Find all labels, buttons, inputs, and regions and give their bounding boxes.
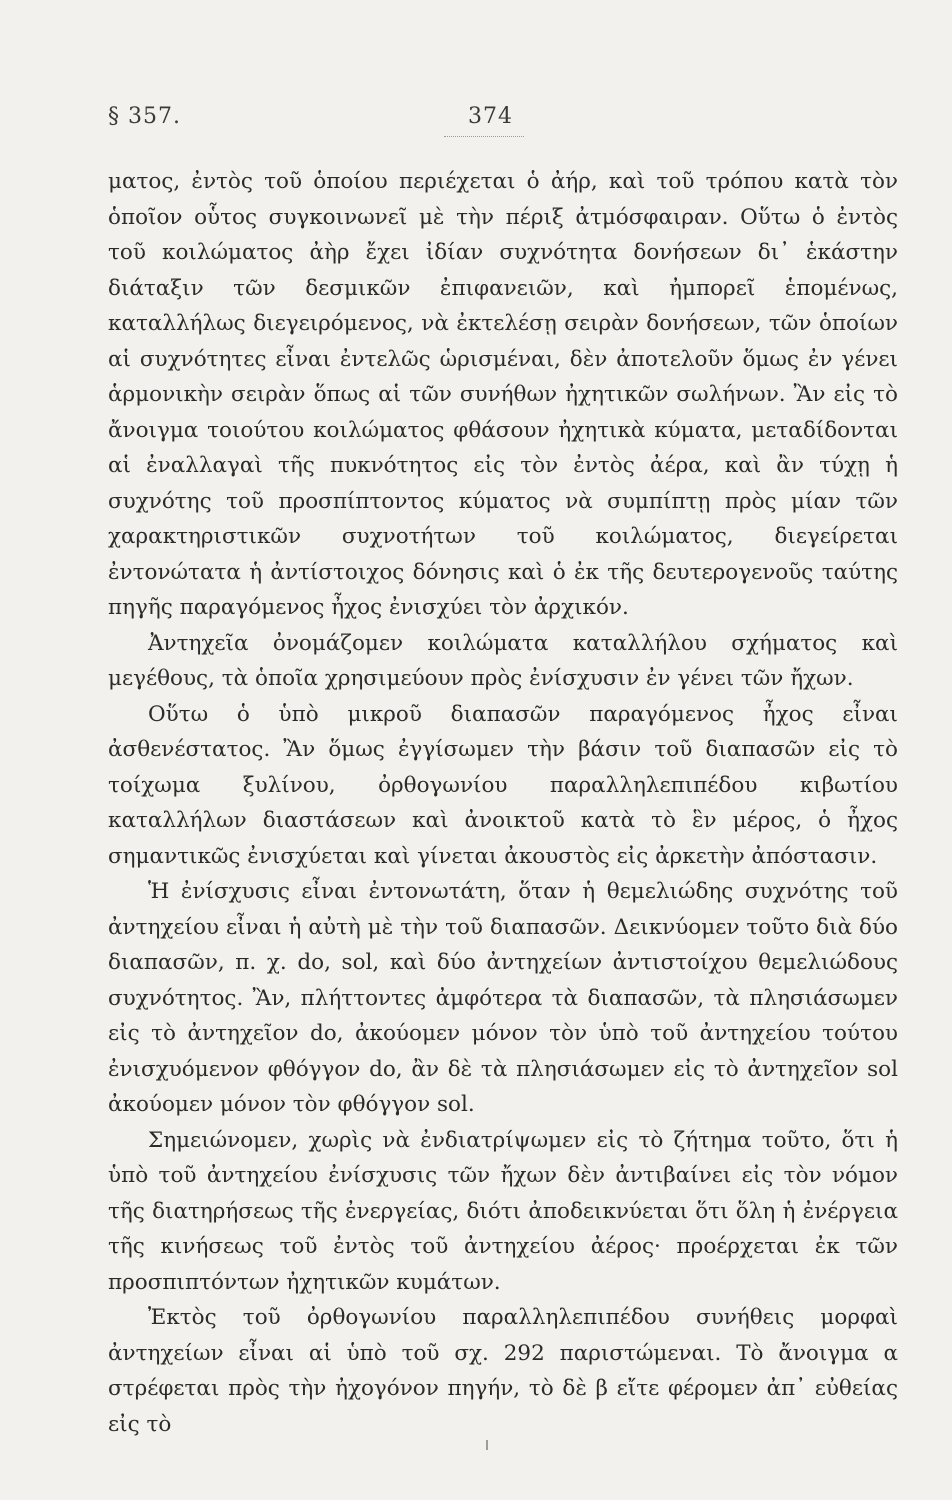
paragraph-energy: Σημειώνομεν, χωρὶς νὰ ἐνδιατρίψωμεν εἰς τὸ ζήτημα τοῦτο, ὅτι ἡ ὑπὸ τοῦ ἀντηχείου ἐνίσχυσις τῶν ἤχων δὲν ἀντιβαίνει εἰς τὸν νόμον τῆς διατηρήσεως τῆς ἐνεργείας, διότι ἀποδεικνύεται ὅτι ὅλη ἡ ἐνέργεια τῆς κινήσεως τοῦ ἐντὸς τοῦ ἀντηχείου ἀέρος· προέρχεται ἐκ τῶν προσπιπτόντων ἠχητικῶν κυμάτων. <box>108 1127 898 1295</box>
paragraph-resonance: Ἡ ἐνίσχυσις εἶναι ἐντονωτάτη, ὅταν ἡ θεμελιώδης συχνότης τοῦ ἀντηχείου εἶναι ἡ αὐτὴ μὲ τὴν τοῦ διαπασῶν. Δεικνύομεν τοῦτο διὰ δύο διαπασῶν, π. χ. do, sol, καὶ δύο ἀντηχείων ἀντιστοίχου θεμελιώδους συχνότητος. Ἂν, πλήττοντες ἀμφότερα τὰ διαπασῶν, τὰ πλησιάσωμεν εἰς τὸ ἀντηχεῖον do, ἀκούομεν μόνον τὸν ὑπὸ τοῦ ἀντηχείου τούτου ἐνισχυόμενον φθόγγον do, ἂν δὲ τὰ πλησιάσωμεν εἰς τὸ ἀντηχεῖον sol ἀκούομεν μόνον τὸν φθόγγον sol. <box>108 879 898 1117</box>
stray-mark <box>486 1440 488 1450</box>
paragraph-example: Οὕτω ὁ ὑπὸ μικροῦ διαπασῶν παραγόμενος ἦχος εἶναι ἀσθενέστατος. Ἂν ὅμως ἐγγίσωμεν τὴν βάσιν τοῦ διαπασῶν εἰς τὸ τοίχωμα ξυλίνου, ὀρθογωνίου παραλληλεπιπέδου κιβωτίου καταλλήλων διαστάσεων καὶ ἀνοικτοῦ κατὰ τὸ ἓν μέρος, ὁ ἦχος σημαντικῶς ἐνισχύεται καὶ γίνεται ἀκουστὸς εἰς ἀρκετὴν ἀπόστασιν. <box>108 701 898 869</box>
page-number: 374 <box>468 104 513 129</box>
paragraph-definition: Ἀντηχεῖα ὀνομάζομεν κοιλώματα καταλλήλου σχήματος καὶ μεγέθους, τὰ ὁποῖα χρησιμεύουν πρὸς ἐνίσχυσιν ἐν γένει τῶν ἤχων. <box>108 630 898 691</box>
page-header <box>108 104 898 144</box>
header-rule <box>444 136 524 137</box>
paragraph-forms: Ἐκτὸς τοῦ ὀρθογωνίου παραλληλεπιπέδου συνήθεις μορφαὶ ἀντηχείων εἶναι αἱ ὑπὸ τοῦ σχ. 292 παριστώμεναι. Τὸ ἄνοιγμα α στρέφεται πρὸς τὴν ἠχογόνον πηγήν, τὸ δὲ β εἴτε φέρομεν ἀπ᾽ εὐθείας εἰς τὸ <box>108 1305 898 1437</box>
section-number: § 357. <box>108 104 181 129</box>
body-text <box>108 164 898 1442</box>
paragraph-continuation: ματος, ἐντὸς τοῦ ὁποίου περιέχεται ὁ ἀήρ, καὶ τοῦ τρόπου κατὰ τὸν ὁποῖον οὗτος συγκοινωνεῖ μὲ τὴν πέριξ ἀτμόσφαιραν. Οὕτω ὁ ἐντὸς τοῦ κοιλώματος ἀὴρ ἔχει ἰδίαν συχνότητα δονήσεων δι᾽ ἑκάστην διάταξιν τῶν δεσμικῶν ἐπιφανειῶν, καὶ ἠμπορεῖ ἑπομένως, καταλλήλως διεγειρόμενος, νὰ ἐκτελέσῃ σειρὰν δονήσεων, τῶν ὁποίων αἱ συχνότητες εἶναι ἐντελῶς ὡρισμέναι, δὲν ἀποτελοῦν ὅμως ἐν γένει ἁρμονικὴν σειρὰν ὅπως αἱ τῶν συνήθων ἠχητικῶν σωλήνων. Ἂν εἰς τὸ ἄνοιγμα τοιούτου κοιλώματος φθάσουν ἠχητικὰ κύματα, μεταδίδονται αἱ ἐναλλαγαὶ τῆς πυκνότητος εἰς τὸν ἐντὸς ἀέρα, καὶ ἂν τύχῃ ἡ συχνότης τοῦ προσπίπτοντος κύματος νὰ συμπίπτῃ πρὸς μίαν τῶν χαρακτηριστικῶν συχνοτήτων τοῦ κοιλώματος, διεγείρεται ἐντονώτατα ἡ ἀντίστοιχος δόνησις καὶ ὁ ἐκ τῆς δευτερογενοῦς ταύτης πηγῆς παραγόμενος ἦχος ἐνισχύει τὸν ἀρχικόν. <box>108 169 898 620</box>
